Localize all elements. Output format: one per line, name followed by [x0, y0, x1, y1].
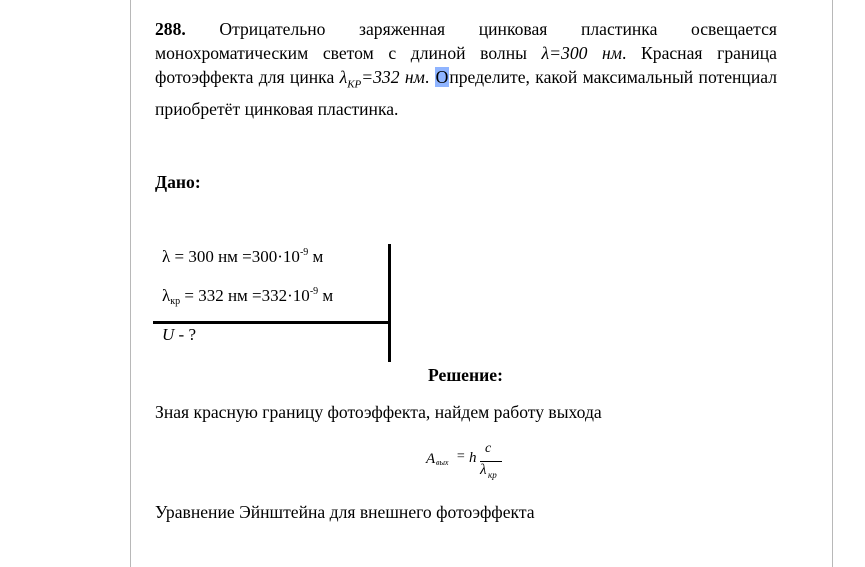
- given-red-limit-symbol: λ: [162, 286, 171, 305]
- wavelength-value: λ=300 нм: [541, 43, 623, 63]
- formula-A: A: [426, 451, 436, 467]
- lambda-kr-subscript: КР: [347, 78, 362, 91]
- given-wavelength-text: λ = 300 нм =300·10: [162, 247, 300, 266]
- problem-text-2: . Красная граница фотоэффекта для цинка: [155, 43, 777, 87]
- left-margin-guide: [130, 0, 131, 567]
- red-limit-value: [339, 67, 425, 91]
- given-wavelength: [162, 247, 323, 267]
- solution-text-work-function: Зная красную границу фотоэффекта, найдем работу выхода: [155, 402, 602, 422]
- given-red-limit-text: = 332 нм =332·10: [180, 286, 310, 305]
- red-limit-number: =332 нм: [361, 67, 425, 87]
- problem-number: 288.: [155, 19, 186, 39]
- problem-text-3: .: [424, 67, 435, 87]
- unknown-variable: U: [162, 325, 175, 344]
- formula-lambda-subscript: кр: [488, 470, 497, 480]
- given-wavelength-exponent: -9: [299, 247, 309, 258]
- unknown-quantity: [162, 325, 196, 345]
- formula-c-numerator: c: [485, 441, 492, 456]
- given-wavelength-unit: м: [308, 247, 324, 266]
- formula-A-subscript: вых: [436, 458, 449, 467]
- right-margin-guide: [832, 0, 833, 567]
- problem-statement: [155, 17, 777, 121]
- problem-text-4: пределите, какой максимальный потенциал приобретёт цинковая пластинка.: [155, 67, 777, 119]
- given-vertical-divider: [388, 244, 391, 362]
- given-heading: Дано:: [155, 172, 201, 192]
- given-horizontal-divider: [153, 321, 391, 324]
- solution-heading: Решение:: [428, 365, 503, 385]
- unknown-question: - ?: [174, 325, 196, 344]
- given-red-limit-unit: м: [318, 286, 334, 305]
- given-red-limit-exponent: -9: [309, 286, 319, 297]
- lambda-symbol: λ: [339, 67, 348, 87]
- formula-equals: =: [456, 449, 466, 464]
- problem-text-1: Отрицательно заряженная цинковая пластинка освещается монохроматическим светом с длиной волны: [155, 19, 777, 63]
- given-red-limit: [162, 286, 333, 307]
- work-function-formula: [426, 441, 526, 485]
- given-red-limit-subscript: кр: [170, 296, 181, 307]
- text-selection-highlight: О: [435, 67, 449, 87]
- solution-text-einstein: Уравнение Эйнштейна для внешнего фотоэффекта: [155, 502, 535, 522]
- formula-lambda-denominator: λ: [480, 462, 487, 478]
- formula-h: h: [469, 450, 477, 466]
